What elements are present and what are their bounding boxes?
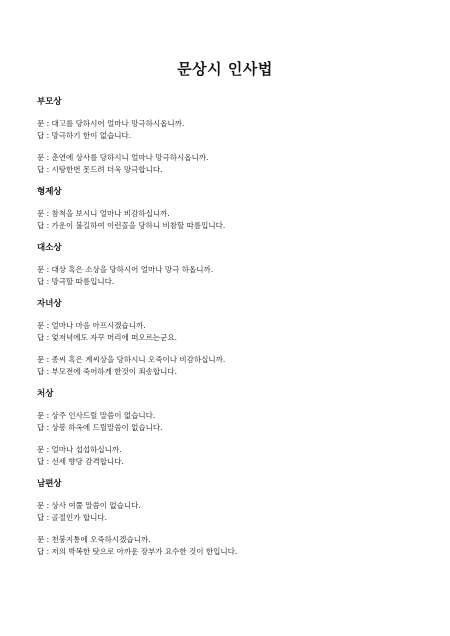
qa-pair	[37, 410, 427, 434]
question-line: 문 : 참척을 보시니 얼마나 비감하십니까.	[37, 209, 170, 218]
qa-pair	[37, 500, 427, 524]
question-line: 문 : 얼마나 마음 아프시겠습니까.	[37, 321, 146, 330]
qa-pair	[37, 208, 427, 232]
section-heading: 자녀상	[37, 299, 62, 309]
answer-line: 답 : 부모전에 죽어하게 한것이 죄송합니다.	[37, 367, 177, 376]
question-line: 문 : 얼마나 섭섭하십니까.	[37, 445, 122, 454]
answer-line: 답 : 망극하기 한이 없습니다.	[37, 131, 132, 140]
qa-pair	[37, 152, 427, 176]
question-line: 문 : 춘연에 상사를 당하시니 얼마나 망극하시옵니까.	[37, 153, 209, 162]
answer-line: 답 : 가운이 불길하여 이런꼴을 당하니 비참할 따름입니다.	[37, 221, 226, 230]
section-wife-mourning	[37, 388, 427, 468]
answer-line: 답 : 골절인가 합니다.	[37, 513, 108, 522]
question-line: 문 : 천붕지통에 오죽하시겠습니까.	[37, 535, 151, 544]
section-heading: 남편상	[37, 479, 62, 489]
question-line: 문 : 상사 여쭐 말씀이 없습니다.	[37, 501, 141, 510]
qa-pair	[37, 320, 427, 344]
section-heading: 부모상	[37, 97, 62, 107]
section-heading: 대소상	[37, 243, 62, 253]
qa-pair	[37, 444, 427, 468]
answer-line: 답 : 엊저녁에도 자꾸 머리에 떠오르는군요.	[37, 333, 177, 342]
section-parent-mourning	[37, 96, 427, 176]
qa-pair	[37, 118, 427, 142]
question-line: 문 : 상주 인사드릴 말씀이 없습니다.	[37, 411, 156, 420]
page-title: 문상시 인사법	[177, 60, 273, 78]
section-heading: 형제상	[37, 187, 62, 197]
section-heading: 처상	[37, 389, 54, 399]
section-husband-mourning	[37, 478, 427, 558]
qa-pair	[37, 354, 427, 378]
question-line: 문 : 종씨 혹은 계씨상을 당하시니 오죽이나 비감하십니까.	[37, 355, 226, 364]
answer-line: 답 : 선세 향당 감격합니다.	[37, 457, 124, 466]
answer-line: 답 : 상봉 하옥에 드릴말씀이 없습니다.	[37, 423, 163, 432]
answer-line: 답 : 망극할 따름입니다.	[37, 277, 115, 286]
question-line: 문 : 대고를 당하시어 얼마나 망극하시옵니까.	[37, 119, 185, 128]
answer-line: 답 : 시탕한번 못드려 더욱 망극합니다.	[37, 165, 163, 174]
section-memorial-rites	[37, 242, 427, 288]
qa-pair	[37, 264, 427, 288]
document-body	[37, 96, 427, 568]
section-child-mourning	[37, 298, 427, 378]
qa-pair	[37, 534, 427, 558]
question-line: 문 : 대상 혹은 소상을 당하시어 얼마나 망극 하옵니까.	[37, 265, 214, 274]
section-sibling-mourning	[37, 186, 427, 232]
answer-line: 답 : 저의 박복한 탓으로 아까운 장부가 요수한 것이 한입니다.	[37, 547, 238, 556]
